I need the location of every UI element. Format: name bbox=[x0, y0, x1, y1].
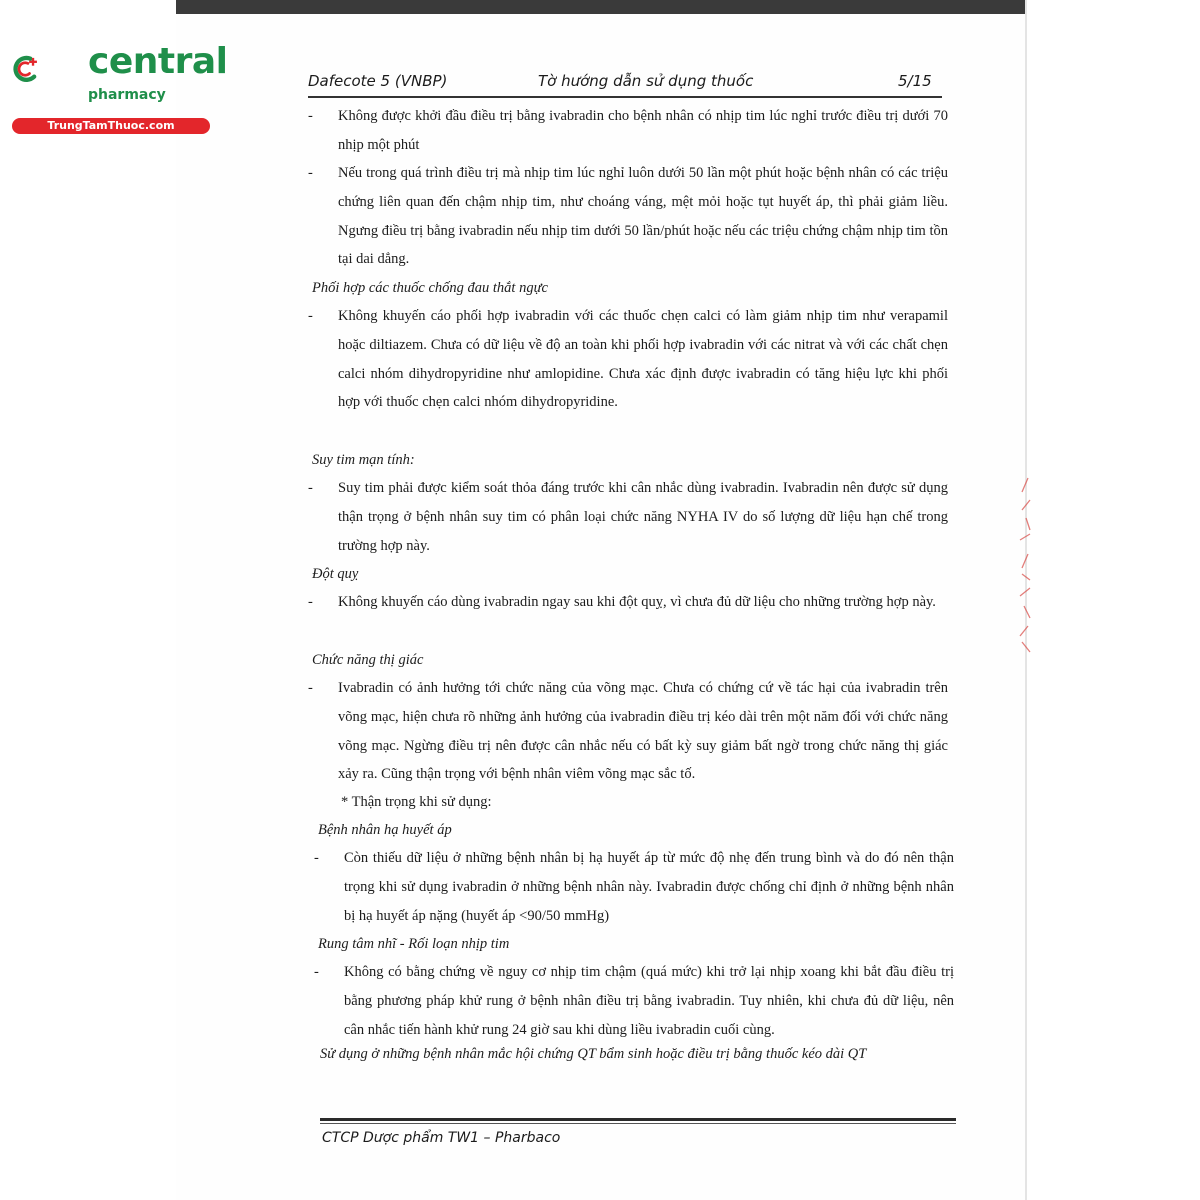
bullet-dash: - bbox=[308, 594, 313, 610]
list-item bbox=[314, 958, 954, 1044]
brand-name: central bbox=[88, 41, 228, 82]
bullet-dash: - bbox=[308, 480, 313, 496]
bullet-dash: - bbox=[308, 308, 313, 324]
list-item bbox=[308, 474, 948, 560]
section-heading: Sử dụng ở những bệnh nhân mắc hội chứng QT bẩm sinh hoặc điều trị bằng thuốc kéo dài QT bbox=[320, 1046, 867, 1062]
bullet-dash: - bbox=[314, 964, 319, 980]
doc-header-product: Dafecote 5 (VNBP) bbox=[308, 72, 448, 90]
paragraph: Không được khởi đầu điều trị bằng ivabradin cho bệnh nhân có nhịp tim lúc nghỉ trước điều trị dưới 70 nhịp một phút bbox=[338, 108, 948, 153]
section-heading: Suy tim mạn tính: bbox=[312, 452, 415, 468]
section-heading: Đột quỵ bbox=[312, 566, 359, 582]
note-heading: * Thận trọng khi sử dụng: bbox=[341, 794, 492, 810]
scan-top-border bbox=[176, 0, 1025, 14]
bullet-dash: - bbox=[314, 850, 319, 866]
list-item bbox=[308, 102, 948, 160]
doc-header-title: Tờ hướng dẫn sử dụng thuốc bbox=[538, 72, 754, 90]
list-item bbox=[308, 302, 948, 417]
section-heading: Chức năng thị giác bbox=[312, 652, 424, 668]
paragraph: Không khuyến cáo dùng ivabradin ngay sau khi đột quỵ, vì chưa đủ dữ liệu cho những trường hợp này. bbox=[338, 594, 936, 610]
central-pharmacy-logo-icon bbox=[10, 36, 90, 111]
section-heading: Rung tâm nhĩ - Rối loạn nhịp tim bbox=[318, 936, 510, 952]
bullet-dash: - bbox=[308, 680, 313, 696]
paragraph: Còn thiếu dữ liệu ở những bệnh nhân bị hạ huyết áp từ mức độ nhẹ đến trung bình và do đó nên thận trọng khi sử dụng ivabradin ở những bệnh nhân này. Ivabradin được chống chỉ định ở những bệnh nhân bị hạ huyết áp nặng (huyết áp <90/50 mmHg) bbox=[344, 850, 954, 924]
paragraph: Nếu trong quá trình điều trị mà nhịp tim lúc nghỉ luôn dưới 50 lần một phút hoặc bệnh nhân có các triệu chứng liên quan đến chậm nhịp tim, như choáng váng, mệt mỏi hoặc tụt huyết áp, thì phải giảm liều. Ngưng điều trị bằng ivabradin nếu nhịp tim dưới 50 lần/phút hoặc nếu các triệu chứng chậm nhịp tim tồn tại dai dẳng. bbox=[338, 165, 948, 268]
footer-divider-thin bbox=[320, 1123, 956, 1124]
list-item bbox=[308, 159, 948, 274]
red-stamp-mark-icon bbox=[1008, 470, 1038, 660]
section-heading: Bệnh nhân hạ huyết áp bbox=[318, 822, 452, 838]
list-item bbox=[308, 588, 948, 617]
bullet-dash: - bbox=[308, 108, 313, 124]
footer-divider bbox=[320, 1118, 956, 1121]
brand-subtitle: pharmacy bbox=[88, 87, 166, 103]
brand-url-banner[interactable]: TrungTamThuoc.com bbox=[12, 118, 210, 134]
bullet-dash: - bbox=[308, 165, 313, 181]
section-heading: Phối hợp các thuốc chống đau thắt ngực bbox=[312, 280, 548, 296]
list-item bbox=[308, 674, 948, 789]
paragraph: Ivabradin có ảnh hưởng tới chức năng của võng mạc. Chưa có chứng cứ về tác hại của ivabradin trên võng mạc, hiện chưa rõ những ảnh hưởng của ivabradin điều trị kéo dài trên một năm đối với chức năng võng mạc. Ngừng điều trị nên được cân nhắc nếu có bất kỳ suy giảm bất ngờ trong chức năng thị giác xảy ra. Cũng thận trọng với bệnh nhân viêm võng mạc sắc tố. bbox=[338, 680, 948, 783]
paragraph: Không có bằng chứng về nguy cơ nhịp tim chậm (quá mức) khi trở lại nhịp xoang khi bắt đầu điều trị bằng phương pháp khử rung ở bệnh nhân điều trị bằng ivabradin. Tuy nhiên, khi chưa đủ dữ liệu, nên cân nhắc tiến hành khử rung 24 giờ sau khi dùng liều ivabradin cuối cùng. bbox=[344, 964, 954, 1038]
doc-header-page: 5/15 bbox=[898, 72, 932, 90]
paragraph: Không khuyến cáo phối hợp ivabradin với các thuốc chẹn calci có làm giảm nhịp tim như verapamil hoặc diltiazem. Chưa có dữ liệu về độ an toàn khi phối hợp ivabradin với các nitrat và với các chất chẹn calci nhóm dihydropyridine như amlopidine. Chưa xác định được ivabradin có tăng hiệu lực khi phối hợp với thuốc chẹn calci nhóm dihydropyridine. bbox=[338, 308, 948, 411]
header-divider bbox=[308, 96, 942, 98]
list-item bbox=[314, 844, 954, 930]
paragraph: Suy tim phải được kiểm soát thỏa đáng trước khi cân nhắc dùng ivabradin. Ivabradin nên được sử dụng thận trọng ở bệnh nhân suy tim có phân loại chức năng NYHA IV do số lượng dữ liệu hạn chế trong trường hợp này. bbox=[338, 480, 948, 554]
footer-company: CTCP Dược phẩm TW1 – Pharbaco bbox=[322, 1130, 561, 1146]
